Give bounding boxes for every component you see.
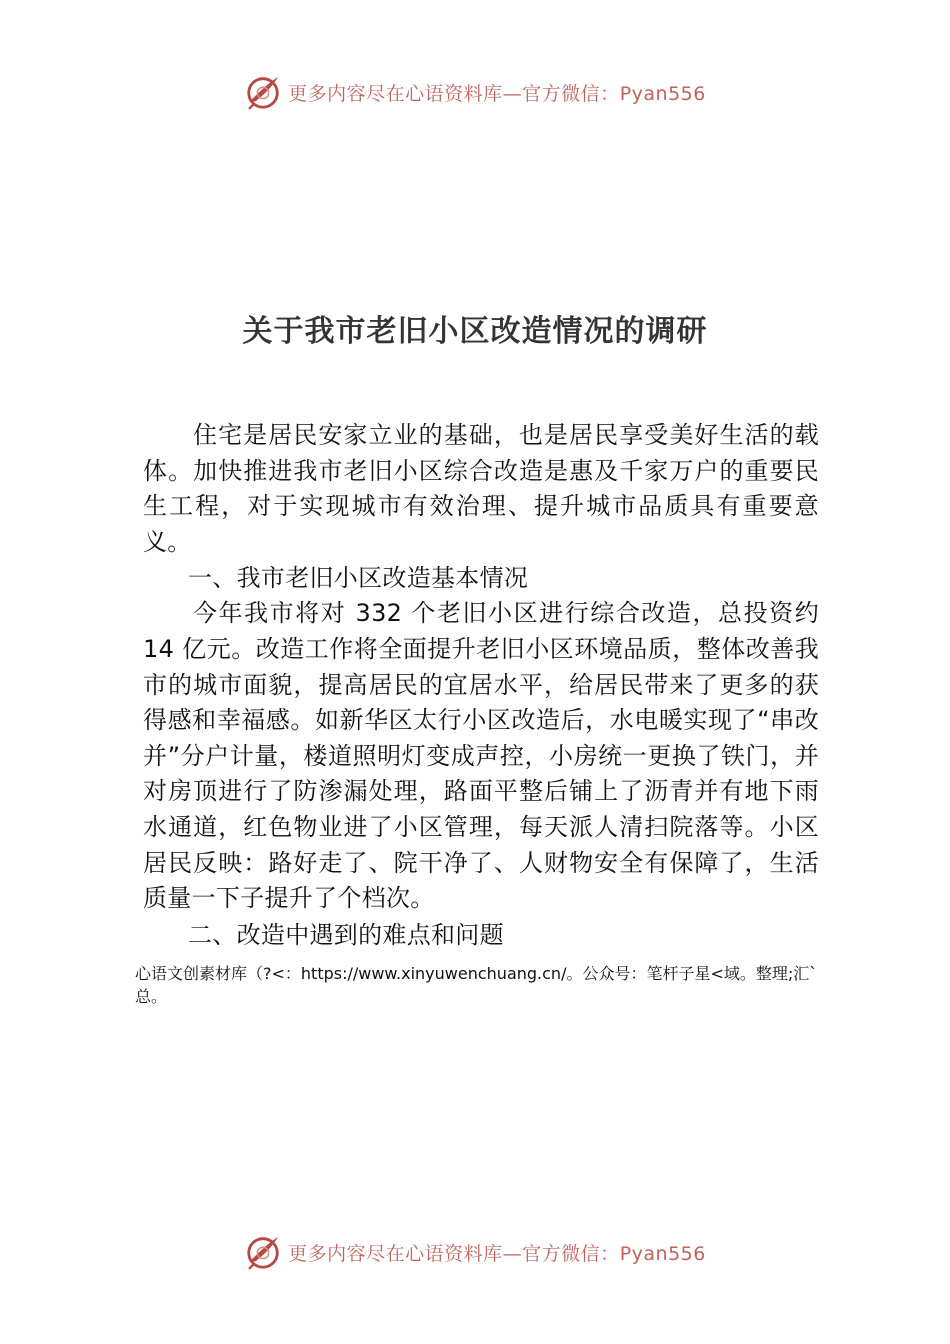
banner-wechat-label: 官方微信： — [522, 1242, 620, 1265]
banner-main-text: 更多内容尽在心语资料库 — [288, 1242, 503, 1265]
section-2-heading: 二、改造中遇到的难点和问题 — [188, 920, 504, 949]
document-body — [143, 418, 819, 953]
banner-text — [288, 79, 706, 106]
document-title: 关于我市老旧小区改造情况的调研 — [242, 314, 708, 349]
source-note: 心语文创素材库（?<：https://www.xinyuwenchuang.cn/。公众号：笔杆子星<域。整理;汇`总。 — [135, 964, 818, 1006]
section-1-paragraph: 今年我市将对 332 个老旧小区进行综合改造，总投资约 14 亿元。改造工作将全面提升老旧小区环境品质，整体改善我市的城市面貌，提高居民的宜居水平，给居民带来了更多的获得感和幸福感。如新华区太行小区改造后，水电暖实现了“串改并”分户计量，楼道照明灯变成声控，小房统一更换了铁门，并对房顶进行了防渗漏处理，路面平整后铺上了沥青并有地下雨水通道，红色物业进了小区管理，每天派人清扫院落等。小区居民反映：路好走了、院干净了、人财物安全有保障了，生活质量一下子提升了个档次。 — [143, 599, 819, 913]
banner-wechat-label: 官方微信： — [522, 82, 620, 105]
banner-wechat-id: Pyan556 — [619, 82, 706, 105]
section-1-heading: 一、我市老旧小区改造基本情况 — [188, 564, 529, 593]
banner-separator: — — [502, 82, 523, 105]
banner-text — [288, 1239, 706, 1266]
footer-banner — [0, 1230, 950, 1274]
banner-main-text: 更多内容尽在心语资料库 — [288, 82, 503, 105]
quill-logo-icon — [244, 73, 282, 111]
banner-wechat-id: Pyan556 — [619, 1242, 706, 1265]
intro-paragraph: 住宅是居民安家立业的基础，也是居民享受美好生活的载体。加快推进我市老旧小区综合改造是惠及千家万户的重要民生工程，对于实现城市有效治理、提升城市品质具有重要意义。 — [143, 421, 819, 556]
quill-logo-icon — [244, 1233, 282, 1271]
header-banner — [0, 70, 950, 114]
banner-separator: — — [502, 1242, 523, 1265]
